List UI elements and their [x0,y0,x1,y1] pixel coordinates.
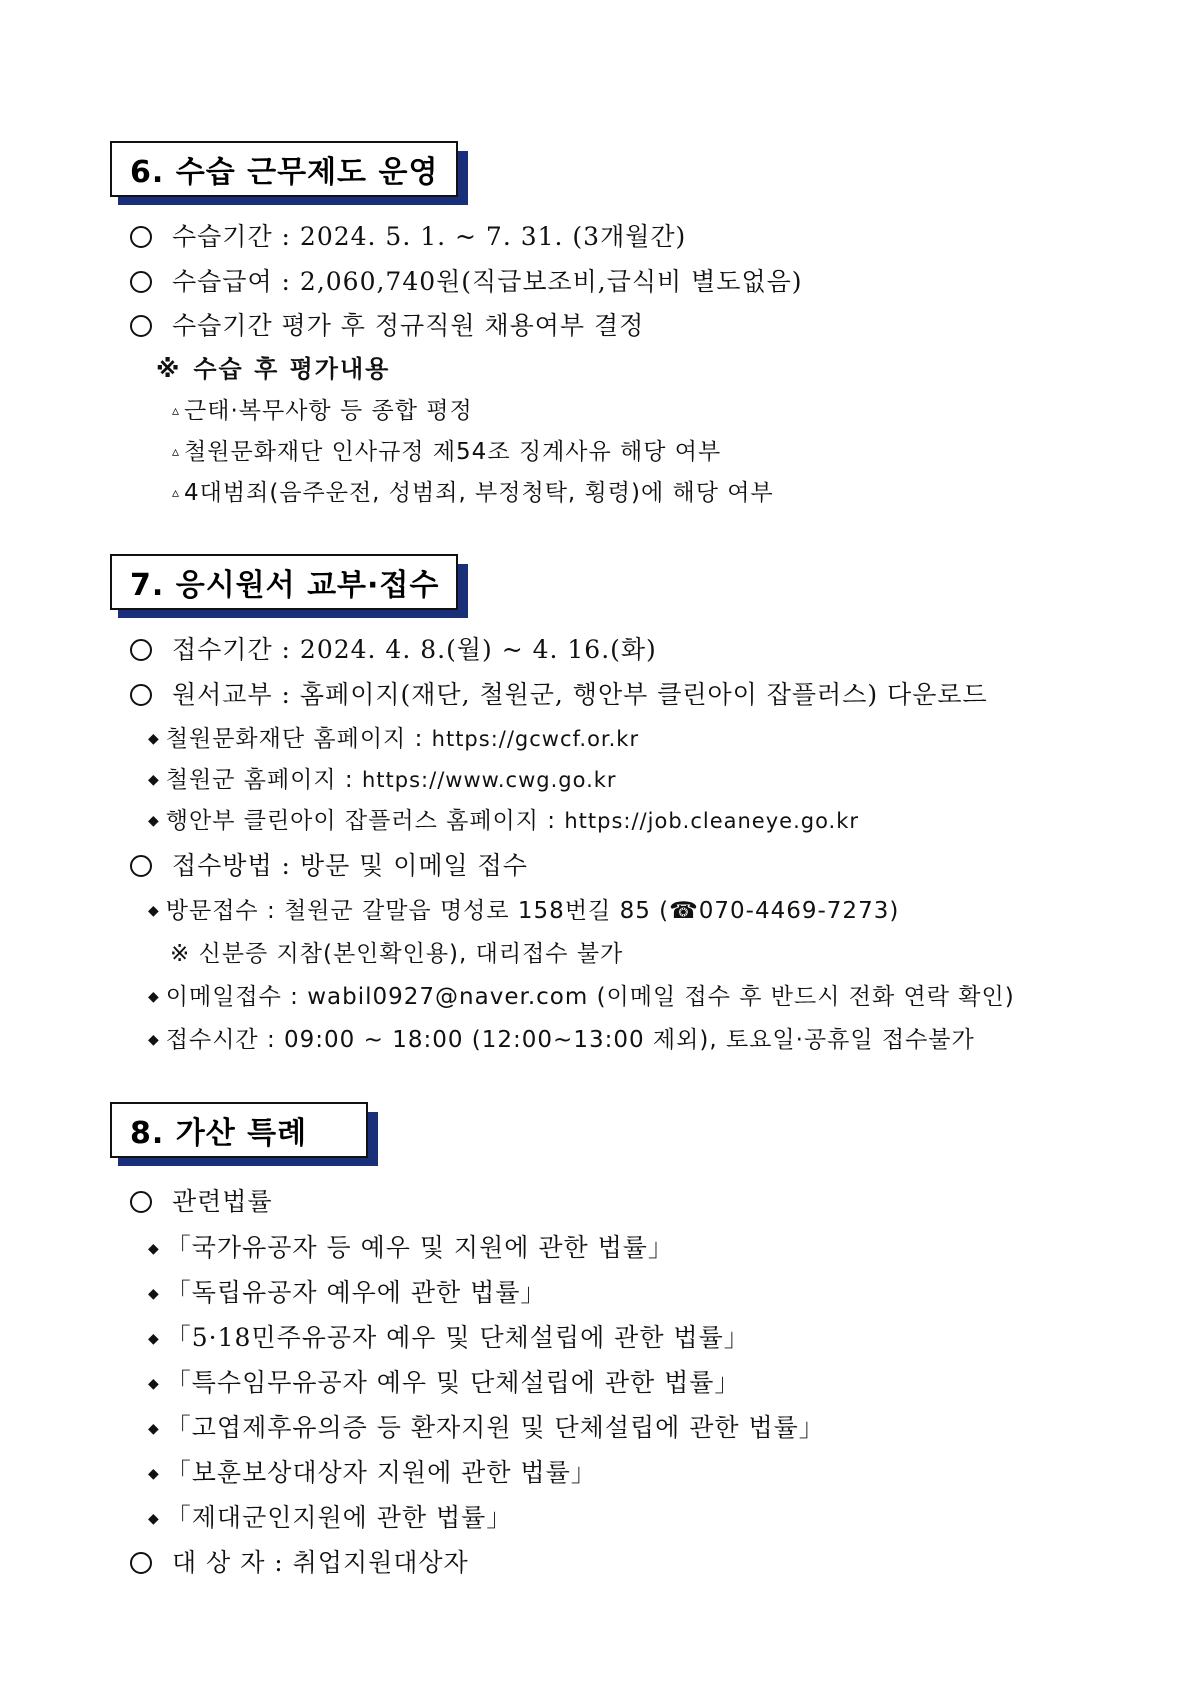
diamond-bullet-icon: ◆ [148,1241,160,1257]
triangle-bullet-icon: ▵ [172,485,181,501]
s8-law-2: ◆ 「독립유공자 예우에 관한 법률」 [148,1278,547,1307]
diamond-bullet-icon: ◆ [148,731,160,747]
diamond-bullet-icon: ◆ [148,903,160,919]
s8-laws-heading: 관련법률 [130,1182,273,1218]
s7-visit-note: ※ 신분증 지참(본인확인용), 대리접수 불가 [170,941,624,967]
s8-law-5: ◆ 「고엽제후유의증 등 환자지원 및 단체설립에 관한 법률」 [148,1413,825,1442]
s7-site-1: ◆ 철원문화재단 홈페이지 : https://gcwcf.or.kr [148,726,640,752]
diamond-bullet-icon: ◆ [148,1331,160,1347]
diamond-bullet-icon: ◆ [148,989,160,1005]
s6-note-heading: ※ 수습 후 평가내용 [156,355,391,383]
diamond-bullet-icon: ◆ [148,1421,160,1437]
email-text: 이메일접수 : wabil0927@naver.com (이메일 접수 후 반드시 전화 연락 확인) [165,984,1015,1010]
s8-law-6: ◆ 「보훈보상대상자 지원에 관한 법률」 [148,1458,597,1487]
diamond-bullet-icon: ◆ [148,772,160,788]
circle-bullet-icon [130,1191,152,1213]
circle-bullet-icon [130,271,152,293]
s8-law-4: ◆ 「특수임무유공자 예우 및 단체설립에 관한 법률」 [148,1368,741,1397]
s6-note-item-3: ▵ 4대범죄(음주운전, 성범죄, 부정청탁, 횡령)에 해당 여부 [172,480,774,506]
diamond-bullet-icon: ◆ [148,1032,160,1048]
site-link[interactable]: https://gcwcf.or.kr [431,727,640,751]
s7-email [148,978,1015,1011]
s7-method: 접수방법 : 방문 및 이메일 접수 [130,846,528,882]
s7-site-3: ◆ 행안부 클린아이 잡플러스 홈페이지 : https://job.cleaneye.go.kr [148,808,860,834]
diamond-bullet-icon: ◆ [148,813,160,829]
site-link[interactable]: https://www.cwg.go.kr [362,768,617,792]
s7-distribution: 원서교부 : 홈페이지(재단, 철원군, 행안부 클린아이 잡플러스) 다운로드 [130,675,988,711]
note-mark: ※ [156,355,182,383]
s6-note-item-2: ▵ 철원문화재단 인사규정 제54조 징계사유 해당 여부 [172,439,722,465]
s7-site-2: ◆ 철원군 홈페이지 : https://www.cwg.go.kr [148,767,617,793]
section-8-title: 8. 가산 특례 [110,1102,368,1158]
triangle-bullet-icon: ▵ [172,403,181,419]
diamond-bullet-icon: ◆ [148,1286,160,1302]
diamond-bullet-icon: ◆ [148,1466,160,1482]
section-7-header [110,554,458,610]
s6-item-pay: 수습급여 : 2,060,740원(직급보조비,급식비 별도없음) [130,262,803,298]
site-link[interactable]: https://job.cleaneye.go.kr [564,809,860,833]
circle-bullet-icon [130,1552,152,1574]
circle-bullet-icon [130,855,152,877]
s8-law-1: ◆ 「국가유공자 등 예우 및 지원에 관한 법률」 [148,1233,674,1262]
s7-period: 접수기간 : 2024. 4. 8.(월) ~ 4. 16.(화) [130,630,657,666]
diamond-bullet-icon: ◆ [148,1376,160,1392]
s8-law-3: ◆ 「5·18민주유공자 예우 및 단체설립에 관한 법률」 [148,1323,750,1352]
s6-note-item-1: ▵ 근태·복무사항 등 종합 평정 [172,398,473,424]
section-7-title: 7. 응시원서 교부·접수 [110,554,458,610]
s6-item-evaluation: 수습기간 평가 후 정규직원 채용여부 결정 [130,306,644,342]
diamond-bullet-icon: ◆ [148,1511,160,1527]
s7-hours: ◆ 접수시간 : 09:00 ~ 18:00 (12:00~13:00 제외), 토요일·공휴일 접수불가 [148,1027,975,1053]
circle-bullet-icon [130,684,152,706]
s8-law-7: ◆ 「제대군인지원에 관한 법률」 [148,1503,513,1532]
circle-bullet-icon [130,639,152,661]
section-8-header [110,1102,368,1158]
circle-bullet-icon [130,226,152,248]
s8-target: 대 상 자 : 취업지원대상자 [130,1543,469,1579]
section-6-title: 6. 수습 근무제도 운영 [110,141,458,197]
circle-bullet-icon [130,315,152,337]
s7-visit: ◆ 방문접수 : 철원군 갈말읍 명성로 158번길 85 (☎070-4469-7273) [148,898,900,924]
section-6-header [110,141,458,197]
triangle-bullet-icon: ▵ [172,444,181,460]
s6-item-period: 수습기간 : 2024. 5. 1. ~ 7. 31. (3개월간) [130,217,686,253]
